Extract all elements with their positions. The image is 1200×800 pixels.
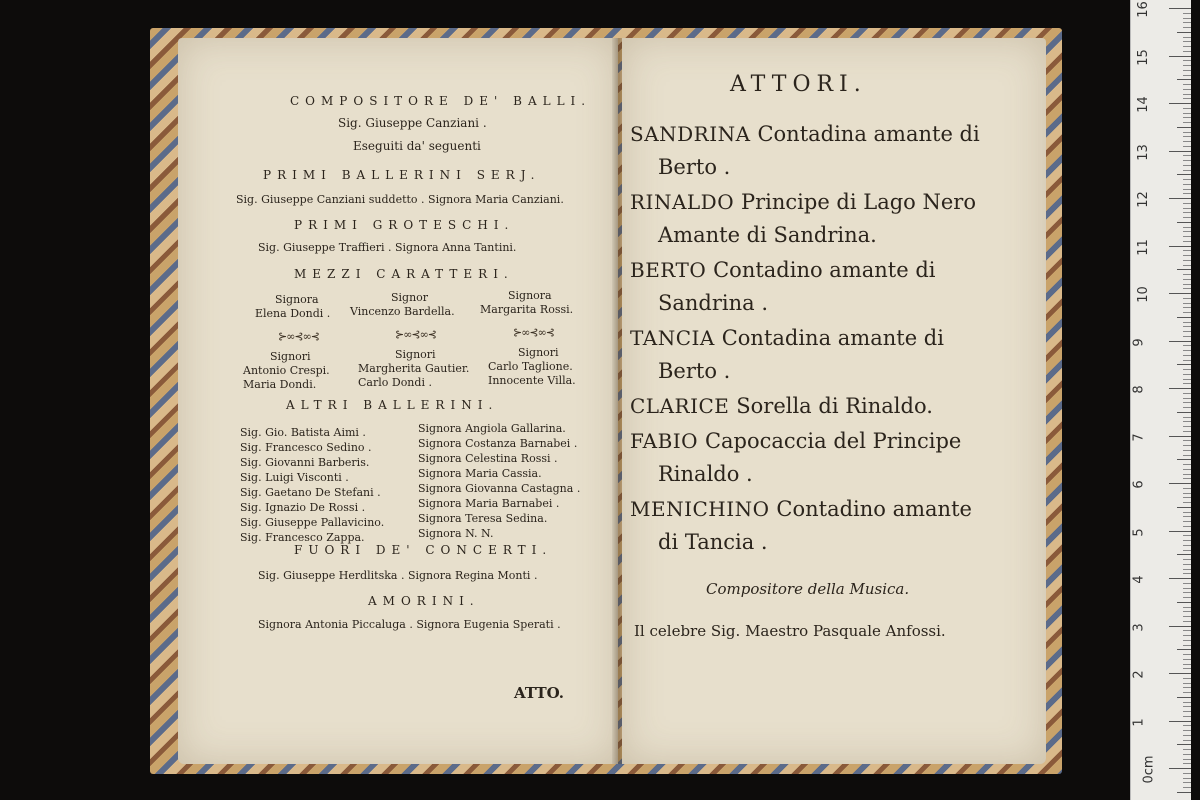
ruler-number: 10 — [1135, 286, 1151, 303]
ruler-number: 6 — [1131, 480, 1147, 489]
role-description-cont: Sandrina . — [658, 291, 769, 315]
ruler-tick — [1169, 436, 1191, 437]
signori-3-title: Signori — [518, 346, 559, 359]
altri-man: Sig. Ignazio De Rossi . — [240, 501, 366, 514]
ruler-tick — [1183, 516, 1191, 517]
ruler-tick — [1183, 22, 1191, 23]
ruler-tick — [1183, 440, 1191, 441]
role-name: BERTO — [630, 258, 714, 282]
role-name: FABIO — [630, 429, 705, 453]
ruler-tick — [1183, 331, 1191, 332]
ruler-tick — [1183, 236, 1191, 237]
ruler-tick — [1183, 778, 1191, 779]
ruler-tick — [1183, 355, 1191, 356]
ruler-tick — [1183, 250, 1191, 251]
ruler-tick — [1177, 412, 1191, 413]
ruler-tick — [1177, 79, 1191, 80]
role-entry — [630, 190, 976, 214]
signori-1-title: Signori — [270, 350, 311, 363]
ruler-tick — [1183, 431, 1191, 432]
altri-woman: Signora N. N. — [418, 527, 494, 540]
altri-man: Sig. Gaetano De Stefani . — [240, 486, 381, 499]
fuori-heading: FUORI DE' CONCERTI. — [294, 543, 553, 557]
ruler-tick — [1183, 189, 1191, 190]
ruler-tick — [1183, 284, 1191, 285]
role-entry — [630, 497, 972, 521]
ruler-tick — [1183, 735, 1191, 736]
ruler-tick — [1183, 540, 1191, 541]
ruler-tick — [1183, 241, 1191, 242]
ruler-tick — [1177, 602, 1191, 603]
ruler-tick — [1183, 740, 1191, 741]
ruler-tick — [1183, 754, 1191, 755]
fuori-names: Sig. Giuseppe Herdlitska . Signora Regina Monti . — [258, 569, 538, 582]
ruler-tick — [1183, 664, 1191, 665]
altri-woman: Signora Giovanna Castagna . — [418, 482, 581, 495]
ruler-tick — [1183, 37, 1191, 38]
ruler-tick — [1183, 417, 1191, 418]
ruler-tick — [1183, 497, 1191, 498]
role-description-cont: Rinaldo . — [658, 462, 753, 486]
signori-3-name1: Carlo Taglione. — [488, 360, 573, 373]
ruler-tick — [1183, 303, 1191, 304]
ruler-tick — [1183, 683, 1191, 684]
altri-man: Sig. Giuseppe Pallavicino. — [240, 516, 385, 529]
role-name: SANDRINA — [630, 122, 758, 146]
primi-ballerini-names: Sig. Giuseppe Canziani suddetto . Signora Maria Canziani. — [236, 193, 564, 206]
altri-woman: Signora Costanza Barnabei . — [418, 437, 578, 450]
altri-man: Sig. Gio. Batista Aimi . — [240, 426, 366, 439]
ruler-tick — [1177, 792, 1191, 793]
amorini-names: Signora Antonia Piccaluga . Signora Eugenia Sperati . — [258, 618, 561, 631]
mezzi-2-name: Vincenzo Bardella. — [350, 305, 455, 318]
ornament: ⊱∞⊰∞⊰ — [278, 330, 319, 343]
ruler-tick — [1183, 393, 1191, 394]
ruler-tick — [1183, 89, 1191, 90]
ruler-tick — [1183, 782, 1191, 783]
composer-name: Sig. Giuseppe Canziani . — [338, 116, 487, 130]
ruler-tick — [1183, 307, 1191, 308]
ruler-tick — [1183, 445, 1191, 446]
ruler-tick — [1183, 725, 1191, 726]
ruler-tick — [1177, 364, 1191, 365]
ruler-tick — [1183, 478, 1191, 479]
mezzi-3-name: Margarita Rossi. — [480, 303, 574, 316]
role-description-cont: di Tancia . — [658, 530, 768, 554]
primi-groteschi-heading: PRIMI GROTESCHI. — [294, 218, 515, 232]
role-entry — [630, 429, 961, 453]
mezzi-2-title: Signor — [391, 291, 429, 304]
ruler-number: 5 — [1131, 527, 1147, 537]
role-entry — [630, 258, 936, 282]
attori-title: ATTORI. — [730, 72, 867, 97]
ruler-tick — [1183, 184, 1191, 185]
ruler-tick — [1183, 165, 1191, 166]
role-description-cont: Amante di Sandrina. — [658, 223, 877, 247]
ruler-tick — [1183, 155, 1191, 156]
ruler-tick — [1183, 569, 1191, 570]
ruler-tick — [1183, 545, 1191, 546]
ruler-tick — [1169, 578, 1191, 579]
ruler-tick — [1183, 621, 1191, 622]
ruler-tick — [1183, 730, 1191, 731]
ruler-tick — [1169, 341, 1191, 342]
role-name: RINALDO — [630, 190, 741, 214]
ruler-tick — [1183, 108, 1191, 109]
ruler-tick — [1183, 98, 1191, 99]
ruler-tick — [1183, 763, 1191, 764]
ruler-tick — [1183, 535, 1191, 536]
altri-woman: Signora Celestina Rossi . — [418, 452, 558, 465]
role-description: Contadino amante — [776, 497, 972, 521]
altri-man: Sig. Francesco Zappa. — [240, 531, 365, 544]
ruler-tick — [1177, 222, 1191, 223]
ruler-number: 13 — [1135, 143, 1151, 161]
primi-ballerini-heading: PRIMI BALLERINI SERJ. — [263, 168, 541, 182]
music-heading: Compositore della Musica. — [706, 580, 910, 598]
ruler-tick — [1177, 174, 1191, 175]
ruler-tick — [1183, 383, 1191, 384]
signori-1-name2: Maria Dondi. — [243, 378, 317, 391]
ruler-tick — [1183, 559, 1191, 560]
ruler-number: 16 — [1135, 1, 1151, 18]
ruler-tick — [1183, 51, 1191, 52]
primi-groteschi-names: Sig. Giuseppe Traffieri . Signora Anna Tantini. — [258, 241, 517, 254]
ruler-tick — [1183, 706, 1191, 707]
ruler-tick — [1183, 716, 1191, 717]
ruler-number: 14 — [1135, 96, 1151, 113]
ruler-tick — [1183, 450, 1191, 451]
signori-2-name2: Carlo Dondi . — [358, 376, 432, 389]
ruler-tick — [1177, 649, 1191, 650]
performed-by: Eseguiti da' seguenti — [353, 139, 481, 153]
role-entry — [630, 122, 980, 146]
ruler-tick — [1183, 212, 1191, 213]
ruler-tick — [1177, 697, 1191, 698]
ruler-tick — [1169, 673, 1191, 674]
ruler-tick — [1183, 398, 1191, 399]
altri-heading: ALTRI BALLERINI. — [286, 398, 499, 412]
ruler-tick — [1183, 564, 1191, 565]
ruler-tick — [1183, 13, 1191, 14]
ruler-tick — [1183, 573, 1191, 574]
altri-woman: Signora Maria Cassia. — [418, 467, 542, 480]
ruler-tick — [1183, 279, 1191, 280]
ruler-tick — [1183, 326, 1191, 327]
ruler-tick — [1183, 179, 1191, 180]
ruler-tick — [1183, 421, 1191, 422]
ruler-tick — [1169, 721, 1191, 722]
ruler-tick — [1183, 654, 1191, 655]
ruler-tick — [1183, 136, 1191, 137]
ruler-tick — [1183, 60, 1191, 61]
ruler-tick — [1169, 151, 1191, 152]
ruler-tick — [1183, 350, 1191, 351]
ruler-tick — [1183, 611, 1191, 612]
role-name: MENICHINO — [630, 497, 777, 521]
ruler-tick — [1169, 56, 1191, 57]
ruler-tick — [1177, 459, 1191, 460]
ruler-tick — [1183, 193, 1191, 194]
altri-woman: Signora Teresa Sedina. — [418, 512, 548, 525]
ruler-tick — [1183, 597, 1191, 598]
ruler-tick — [1183, 231, 1191, 232]
ruler-tick — [1183, 336, 1191, 337]
music-composer: Il celebre Sig. Maestro Pasquale Anfossi. — [634, 622, 946, 640]
ruler-tick — [1183, 227, 1191, 228]
altri-woman: Signora Angiola Gallarina. — [418, 422, 566, 435]
ruler-number: 15 — [1135, 48, 1151, 66]
ruler-tick — [1169, 293, 1191, 294]
ruler-tick — [1177, 554, 1191, 555]
ruler-tick — [1169, 483, 1191, 484]
ruler-tick — [1183, 474, 1191, 475]
ruler-tick — [1183, 46, 1191, 47]
ruler-number: 9 — [1131, 337, 1147, 347]
ruler-tick — [1177, 744, 1191, 745]
role-description: Contadino amante di — [713, 258, 936, 282]
role-description: Sorella di Rinaldo. — [736, 394, 933, 418]
ruler-tick — [1183, 322, 1191, 323]
ruler-tick — [1183, 203, 1191, 204]
role-description: Capocaccia del Principe — [704, 429, 962, 453]
signori-2-name1: Margherita Gautier. — [358, 362, 470, 375]
ruler-tick — [1183, 635, 1191, 636]
mezzi-heading: MEZZI CARATTERI. — [294, 267, 514, 281]
ruler-tick — [1183, 488, 1191, 489]
ruler-number: 2 — [1131, 670, 1147, 679]
ruler-tick — [1177, 32, 1191, 33]
ruler-tick — [1183, 312, 1191, 313]
ruler-tick — [1183, 84, 1191, 85]
ruler-tick — [1183, 122, 1191, 123]
ruler-tick — [1183, 146, 1191, 147]
ruler-tick — [1183, 160, 1191, 161]
signori-3-name2: Innocente Villa. — [488, 374, 576, 387]
catchword: ATTO. — [514, 684, 565, 702]
role-description: Contadina amante di — [757, 122, 980, 146]
ruler-tick — [1183, 94, 1191, 95]
ruler-tick — [1183, 274, 1191, 275]
role-description-cont: Berto . — [658, 359, 731, 383]
ruler-tick — [1183, 749, 1191, 750]
ruler-tick — [1183, 502, 1191, 503]
ruler-tick — [1177, 127, 1191, 128]
ruler-tick — [1183, 469, 1191, 470]
ruler-tick — [1183, 141, 1191, 142]
ruler-tick — [1183, 360, 1191, 361]
ruler-tick — [1183, 592, 1191, 593]
ruler-tick — [1177, 269, 1191, 270]
ruler-number: 1 — [1131, 717, 1147, 727]
ruler-tick — [1183, 512, 1191, 513]
ruler-tick — [1183, 455, 1191, 456]
ruler-tick — [1183, 640, 1191, 641]
ruler-tick — [1183, 692, 1191, 693]
ruler-tick — [1183, 65, 1191, 66]
ruler-tick — [1183, 616, 1191, 617]
mezzi-3-title: Signora — [508, 289, 552, 302]
right-page — [622, 38, 1046, 764]
ruler-tick — [1183, 702, 1191, 703]
ruler-tick — [1169, 103, 1191, 104]
measuring-ruler — [1130, 0, 1191, 800]
ruler-tick — [1183, 75, 1191, 76]
altri-man: Sig. Giovanni Barberis. — [240, 456, 370, 469]
mezzi-1-title: Signora — [275, 293, 319, 306]
altri-man: Sig. Francesco Sedino . — [240, 441, 372, 454]
ornament: ⊱∞⊰∞⊰ — [395, 328, 436, 341]
ruler-tick — [1183, 550, 1191, 551]
role-description-cont: Berto . — [658, 155, 731, 179]
left-page — [178, 38, 618, 764]
ruler-number: 8 — [1131, 385, 1147, 394]
ruler-tick — [1183, 345, 1191, 346]
ruler-tick — [1183, 113, 1191, 114]
altri-woman: Signora Maria Barnabei . — [418, 497, 560, 510]
ruler-tick — [1183, 583, 1191, 584]
ruler-tick — [1183, 787, 1191, 788]
role-entry — [630, 326, 944, 350]
ruler-tick — [1183, 493, 1191, 494]
ruler-tick — [1169, 531, 1191, 532]
composer-heading: COMPOSITORE DE' BALLI. — [290, 94, 592, 108]
ruler-number: 11 — [1135, 238, 1151, 256]
role-entry — [630, 394, 933, 418]
ruler-tick — [1183, 402, 1191, 403]
ruler-tick — [1183, 464, 1191, 465]
ruler-tick — [1183, 374, 1191, 375]
ruler-tick — [1183, 645, 1191, 646]
ruler-tick — [1183, 217, 1191, 218]
ruler-tick — [1183, 426, 1191, 427]
role-name: TANCIA — [630, 326, 722, 350]
ruler-tick — [1169, 8, 1191, 9]
ruler-tick — [1183, 668, 1191, 669]
ruler-number: 12 — [1135, 191, 1151, 208]
ruler-tick — [1177, 507, 1191, 508]
ruler-tick — [1183, 678, 1191, 679]
ruler-tick — [1183, 630, 1191, 631]
signori-2-title: Signori — [395, 348, 436, 361]
ruler-tick — [1183, 369, 1191, 370]
ruler-tick — [1183, 526, 1191, 527]
ruler-tick — [1177, 317, 1191, 318]
amorini-heading: AMORINI. — [368, 594, 480, 608]
ruler-tick — [1183, 70, 1191, 71]
ruler-tick — [1169, 388, 1191, 389]
role-description: Principe di Lago Nero — [740, 190, 976, 214]
ruler-tick — [1183, 208, 1191, 209]
ruler-tick — [1183, 711, 1191, 712]
ruler-tick — [1183, 298, 1191, 299]
ruler-tick — [1183, 407, 1191, 408]
ruler-tick — [1183, 132, 1191, 133]
ruler-tick — [1169, 198, 1191, 199]
ruler-tick — [1183, 521, 1191, 522]
ruler-number: 4 — [1131, 575, 1147, 584]
ruler-tick — [1183, 773, 1191, 774]
altri-man: Sig. Luigi Visconti . — [240, 471, 349, 484]
ruler-tick — [1183, 27, 1191, 28]
ruler-tick — [1183, 659, 1191, 660]
ruler-tick — [1183, 759, 1191, 760]
ruler-tick — [1183, 117, 1191, 118]
role-description: Contadina amante di — [721, 326, 944, 350]
ruler-tick — [1183, 288, 1191, 289]
ruler-tick — [1183, 18, 1191, 19]
mezzi-1-name: Elena Dondi . — [255, 307, 331, 320]
ruler-tick — [1183, 588, 1191, 589]
ornament: ⊱∞⊰∞⊰ — [513, 326, 554, 339]
ruler-number: 7 — [1131, 432, 1147, 442]
ruler-tick — [1183, 607, 1191, 608]
ruler-tick — [1183, 687, 1191, 688]
ruler-number: 0cm — [1141, 755, 1157, 784]
ruler-tick — [1169, 246, 1191, 247]
ruler-tick — [1183, 255, 1191, 256]
ruler-number: 3 — [1131, 622, 1147, 632]
ruler-tick — [1183, 170, 1191, 171]
ruler-tick — [1183, 265, 1191, 266]
role-name: CLARICE — [630, 394, 737, 418]
ruler-tick — [1169, 768, 1191, 769]
ruler-tick — [1183, 379, 1191, 380]
ruler-tick — [1183, 260, 1191, 261]
signori-1-name1: Antonio Crespi. — [243, 364, 330, 377]
ruler-tick — [1169, 626, 1191, 627]
ruler-tick — [1183, 41, 1191, 42]
